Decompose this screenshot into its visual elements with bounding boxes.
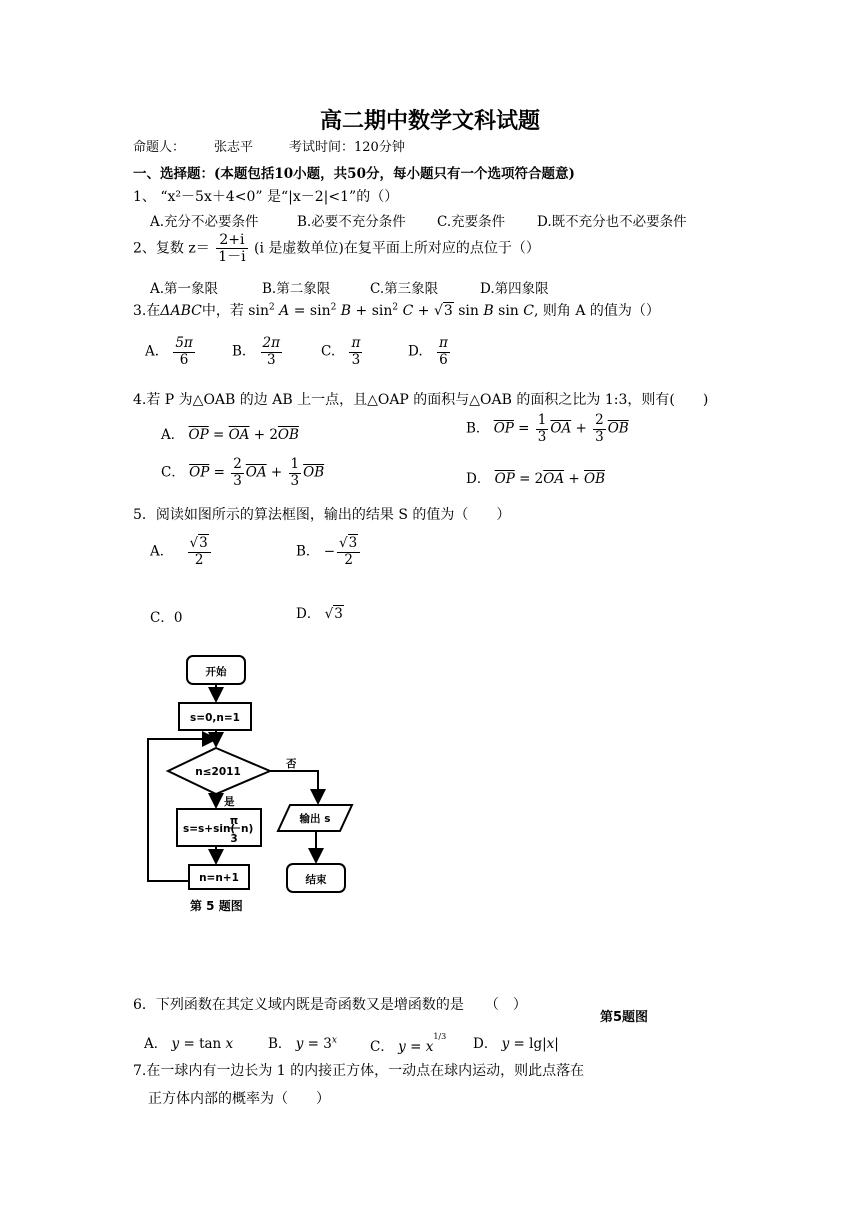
q2-suffix: (i 是虚数单位)在复平面上所对应的点位于（） (254, 240, 540, 257)
q3-option-b: B. $\frac{2\pi}{3}$ (232, 335, 280, 368)
q3-suffix: 则角 A 的值为（） (542, 303, 660, 319)
q3-prefix: 3.在 (133, 303, 161, 319)
q3-option-c: C. $\frac{\pi}{3}$ (321, 335, 361, 368)
q4-option-a: A． $\overline{OP} = \overline{OA} + 2\overline{OB}$ (161, 427, 299, 443)
q4-option-d: D． $\overline{OP} = 2\overline{OA} + \overline{OB}$ (466, 471, 605, 487)
q1-stem: 是“|x－2|<1”的（） (267, 189, 399, 205)
q6-option-b: B． $y = 3^x$ (268, 1035, 337, 1052)
q3-equation: $\sin^2 A = \sin^2 B + \sin^2 C + √3$ sin B sin C, (248, 302, 539, 319)
condition-label: n≤2011 (195, 766, 241, 778)
q5-option-a: A． $\frac{√3}{2}$ (150, 536, 213, 568)
q5-option-c: C．0 (150, 610, 183, 626)
q2-fraction (216, 232, 247, 265)
author-label: 命题人： (133, 140, 186, 155)
q3-option-d: D. $\frac{\pi}{6}$ (408, 335, 448, 368)
q1-option-b: B.必要不充分条件 (297, 214, 406, 230)
figure-5-caption: 第5题图 (600, 1010, 649, 1025)
algorithm-flowchart (140, 648, 380, 918)
update-label-num: π (229, 815, 239, 827)
question-1 (133, 186, 398, 206)
q1-number: 1、 (133, 189, 156, 205)
section-heading: 一、选择题：(本题包括10小题，共50分，每小题只有一个选项符合题意) (133, 166, 575, 182)
question-5-stem: 5．阅读如图所示的算法框图，输出的结果 S 的值为（ ） (133, 507, 511, 523)
q6-option-a: A． y = tan x (144, 1036, 234, 1052)
question-4-stem: 4.若 P 为△OAB 的边 AB 上一点，且△OAP 的面积与△OAB 的面积之比为 1:3，则有( ) (133, 392, 709, 408)
output-label: 输出 s (299, 813, 331, 825)
q1-option-d: D.既不充分也不必要条件 (537, 214, 687, 230)
q3-mid: 中，若 (201, 303, 244, 319)
no-label: 否 (286, 758, 297, 770)
author-name: 张志平 (214, 140, 254, 155)
q4-option-b: B． $\overline{OP}$ = $\frac{1}{3}$ $\overline{OA}$ + $\frac{2}{3}$ $\overline{OB}$ (466, 412, 629, 445)
q3-triangle: ΔABC (160, 303, 202, 319)
q4-option-c: C． $\overline{OP}$ = $\frac{2}{3}$ $\overline{OA}$ + $\frac{1}{3}$ $\overline{OB}$ (161, 456, 325, 489)
exam-time: 考试时间：120分钟 (289, 140, 405, 155)
flowchart-caption: 第 5 题图 (190, 899, 243, 913)
q6-option-c: C． $y = x^{1/3}$ (370, 1032, 447, 1055)
question-6-stem: 6．下列函数在其定义域内既是奇函数又是增函数的是 （ ） (133, 997, 527, 1013)
q1-condition: “x²－5x＋4<0” (160, 189, 263, 205)
page-title: 高二期中数学文科试题 (319, 108, 540, 134)
q5-option-b: B． − $\frac{√3}{2}$ (296, 536, 362, 568)
q3-option-a: A. $\frac{5\pi}{6}$ (145, 335, 193, 368)
q2-option-c: C.第三象限 (370, 281, 439, 297)
end-label: 结束 (305, 874, 327, 886)
q5-option-d: D． √3 (296, 606, 343, 622)
question-7-line1: 7.在一球内有一边长为 1 的内接正方体，一动点在球内运动，则此点落在 (133, 1063, 585, 1079)
q2-numerator: 2+i (216, 232, 247, 249)
update-label-den: 3 (230, 833, 238, 845)
q2-prefix: 2、复数 z＝ (133, 240, 210, 257)
yes-label: 是 (224, 796, 235, 808)
q2-denominator: 1－i (218, 249, 246, 266)
q1-option-c: C.充要条件 (437, 214, 506, 230)
question-3 (133, 300, 660, 320)
update-label-suffix: n) (241, 823, 254, 835)
q6-option-d: D． y = lg|x| (473, 1036, 559, 1052)
start-label: 开始 (205, 666, 227, 678)
init-label: s=0,n=1 (190, 712, 240, 724)
update-label-prefix: s=s+sin( (183, 823, 236, 835)
q2-option-b: B.第二象限 (262, 281, 331, 297)
question-2 (133, 232, 540, 265)
increment-label: n=n+1 (199, 872, 239, 884)
question-7-line2: 正方体内部的概率为（ ） (148, 1091, 330, 1107)
q1-option-a: A.充分不必要条件 (150, 214, 259, 230)
q2-option-a: A.第一象限 (150, 281, 219, 297)
q2-option-d: D.第四象限 (480, 281, 549, 297)
